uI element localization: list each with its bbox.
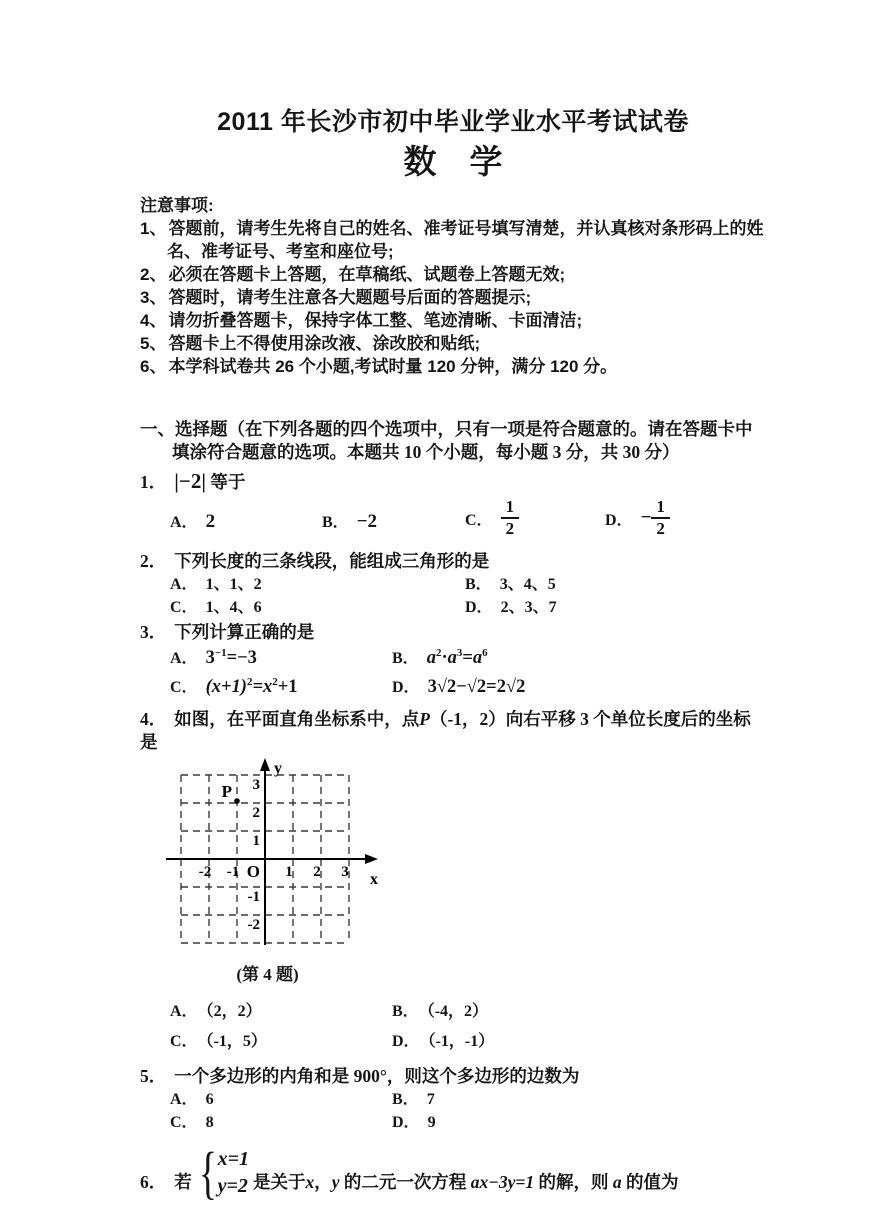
question-text: 个单位长度后的坐标是 xyxy=(140,709,751,752)
question-text: 等于 xyxy=(210,472,246,492)
option-label: D． xyxy=(392,1033,420,1050)
option-c xyxy=(170,673,392,702)
option-d xyxy=(392,1027,766,1057)
x-axis-arrow-icon xyxy=(365,854,378,864)
option-label: C． xyxy=(170,1114,198,1131)
option-c xyxy=(170,596,465,619)
y-tick-labels xyxy=(248,777,261,933)
notice-number: 4、 xyxy=(140,311,167,330)
exponent: 2 xyxy=(246,675,253,688)
x-tick: -2 xyxy=(198,864,212,880)
graph-figure xyxy=(150,758,390,987)
fraction xyxy=(651,497,670,538)
graph-caption: (第 4 题) xyxy=(236,965,299,984)
notice-item-2 xyxy=(140,263,766,286)
notices-heading: 注意事项: xyxy=(140,196,214,215)
option-label: D． xyxy=(392,1114,420,1131)
exponent: −1 xyxy=(214,646,227,659)
fraction-denominator: 2 xyxy=(505,519,515,538)
y-axis-label: y xyxy=(274,760,282,777)
section-1-heading: 一、选择题（在下列各题的四个选项中，只有一项是符合题意的。请在答题卡中填涂符合题意的选项。本题共 10 个小题，每小题 3 分，共 30 分） xyxy=(140,419,753,462)
option-label: B． xyxy=(392,1091,419,1108)
option-label: C． xyxy=(170,1033,198,1050)
option-b xyxy=(465,573,766,596)
dot-operator: · xyxy=(441,648,448,668)
option-c xyxy=(465,497,605,538)
x-axis-label: x xyxy=(370,871,378,888)
option-value: 2 xyxy=(205,511,216,532)
question-number: 4． xyxy=(140,709,167,729)
option-value: 8 xyxy=(205,1114,214,1131)
formula xyxy=(427,648,488,668)
question-number: 1． xyxy=(140,472,167,492)
option-value: （-1，-1） xyxy=(427,1033,495,1050)
notice-text: 答题前，请考生先将自己的姓名、准考证号填写清楚，并认真核对条形码上的姓名、准考证号、考室和座位号; xyxy=(167,219,764,261)
option-label: D． xyxy=(465,599,493,616)
minus-sign: − xyxy=(640,507,652,528)
option-label: A． xyxy=(170,1091,198,1108)
expression: =x xyxy=(252,677,273,697)
option-a xyxy=(170,509,322,533)
exponent: 6 xyxy=(482,646,488,659)
question-number: 6． xyxy=(140,1172,167,1192)
x-tick: 1 xyxy=(285,864,293,880)
notice-text: 请勿折叠答题卡，保持字体工整、笔迹清晰、卡面清洁; xyxy=(168,311,583,330)
fraction xyxy=(501,497,520,538)
notice-number: 3、 xyxy=(140,288,167,307)
question-4-options xyxy=(170,997,766,1057)
notice-text: 答题时，请考生注意各大题题号后面的答题提示; xyxy=(168,288,532,307)
point-name: P xyxy=(419,709,430,729)
expression: +1 xyxy=(277,677,298,697)
point-p xyxy=(234,798,240,804)
question-text: （-1，2）向右平移 xyxy=(429,709,576,729)
notice-number: 5、 xyxy=(140,334,167,353)
variable: y xyxy=(331,1172,340,1192)
exam-title: 2011 年长沙市初中毕业学业水平考试试卷 xyxy=(217,108,689,136)
coordinate-grid xyxy=(150,758,385,958)
origin-label: O xyxy=(246,862,260,881)
exponent: 2 xyxy=(435,646,442,659)
x-tick: 3 xyxy=(341,864,349,880)
option-label: B． xyxy=(465,576,492,593)
text: ， xyxy=(314,1172,332,1192)
question-text: 一个多边形的内角和是 900°，则这个多边形的边数为 xyxy=(174,1066,580,1086)
x-tick: 2 xyxy=(313,864,321,880)
notices-section xyxy=(140,194,766,378)
option-value: 1、1、2 xyxy=(205,576,262,593)
option-value: （2，2） xyxy=(205,1003,262,1020)
option-d xyxy=(392,1111,766,1134)
option-value: 2、3、7 xyxy=(500,599,557,616)
x-tick-labels xyxy=(199,864,349,880)
question-6 xyxy=(140,1140,766,1205)
option-b xyxy=(392,1088,766,1111)
option-d xyxy=(605,497,766,538)
question-5-options xyxy=(170,1088,766,1134)
notice-text: 答题卡上不得使用涂改液、涂改胶和贴纸; xyxy=(168,334,481,353)
notice-text: 本学科试卷共 26 个小题,考试时量 120 分钟，满分 120 分。 xyxy=(168,357,618,376)
option-label: C． xyxy=(170,599,198,616)
notice-number: 6、 xyxy=(140,357,167,376)
point-p-label: P xyxy=(221,782,232,801)
brace-symbol: { xyxy=(198,1140,217,1205)
question-number: 5． xyxy=(140,1066,167,1086)
option-label: A． xyxy=(170,650,198,667)
y-tick: 2 xyxy=(252,805,260,821)
axes xyxy=(166,768,368,945)
text: 的值为 xyxy=(621,1172,679,1192)
option-label: B． xyxy=(392,650,419,667)
rest: =−3 xyxy=(226,648,257,668)
question-number: 3． xyxy=(140,622,167,642)
text: 的解，则 xyxy=(534,1172,613,1192)
base: a xyxy=(426,648,436,668)
option-label: A． xyxy=(170,1003,198,1020)
option-label: C． xyxy=(465,511,493,529)
variable: x xyxy=(305,1172,315,1192)
base: 3 xyxy=(205,648,215,668)
notice-item-3 xyxy=(140,286,766,309)
option-b xyxy=(322,509,465,533)
option-value: （-1，5） xyxy=(205,1033,267,1050)
variable: a xyxy=(612,1172,622,1192)
option-label: D． xyxy=(605,511,633,529)
option-label: B． xyxy=(322,514,349,531)
option-value: 7 xyxy=(426,1091,435,1108)
option-a xyxy=(170,1088,392,1111)
question-1-options xyxy=(170,494,766,548)
question-2-options xyxy=(170,573,766,619)
question-text: 下列计算正确的是 xyxy=(174,622,315,642)
abs-value-expression: |−2| xyxy=(174,469,206,493)
text: 是关于 xyxy=(253,1172,306,1192)
page-content xyxy=(140,0,766,1205)
equation-line: x=1 xyxy=(217,1148,249,1170)
equals: = xyxy=(462,648,473,668)
option-value: （-4，2） xyxy=(426,1003,489,1020)
notice-item-5 xyxy=(140,332,766,355)
formula xyxy=(206,677,298,697)
notice-text: 必须在答题卡上答题，在草稿纸、试题卷上答题无效; xyxy=(168,265,566,284)
y-tick: 1 xyxy=(252,833,260,849)
question-5 xyxy=(140,1065,766,1088)
question-text: 若 xyxy=(174,1172,192,1192)
option-c xyxy=(170,1027,392,1057)
option-value: 6 xyxy=(205,1091,214,1108)
y-axis-arrow-icon xyxy=(260,758,270,771)
option-c xyxy=(170,1111,392,1134)
option-d xyxy=(392,673,766,702)
fraction-denominator: 2 xyxy=(656,519,665,538)
equation: ax−3y=1 xyxy=(470,1172,535,1192)
option-label: A． xyxy=(170,514,198,531)
question-text xyxy=(253,1169,679,1200)
base: a xyxy=(447,648,457,668)
option-label: C． xyxy=(170,679,198,696)
question-text: 如图，在平面直角坐标系中，点 xyxy=(174,709,420,729)
y-tick: -1 xyxy=(247,889,260,905)
equation-system xyxy=(194,1140,249,1205)
option-b xyxy=(392,997,766,1027)
formula: 3√2−√2=2√2 xyxy=(427,677,526,697)
option-value: 9 xyxy=(427,1114,436,1131)
notice-item-1 xyxy=(140,217,766,263)
formula xyxy=(206,648,257,668)
base: a xyxy=(472,648,483,668)
option-label: D． xyxy=(392,679,420,696)
question-3 xyxy=(140,621,766,644)
option-value: −2 xyxy=(356,511,378,532)
system-lines xyxy=(218,1146,249,1200)
y-tick: 3 xyxy=(252,777,260,793)
question-3-options xyxy=(170,644,766,702)
option-label: A． xyxy=(170,576,198,593)
expression: (x+1) xyxy=(205,677,247,697)
option-d xyxy=(465,596,766,619)
fraction-numerator: 1 xyxy=(651,497,670,519)
exponent: 2 xyxy=(272,675,278,688)
fraction-numerator: 1 xyxy=(501,497,520,519)
question-4 xyxy=(140,708,766,754)
notice-number: 2、 xyxy=(140,265,167,284)
option-label: B． xyxy=(392,1003,419,1020)
number: 3 xyxy=(580,709,589,729)
exam-subject: 数 学 xyxy=(403,143,503,180)
option-b xyxy=(392,644,766,673)
option-a xyxy=(170,644,392,673)
question-2 xyxy=(140,550,766,573)
x-tick: -1 xyxy=(226,864,240,880)
question-number: 2． xyxy=(140,551,167,571)
question-text: 下列长度的三条线段，能组成三角形的是 xyxy=(174,551,490,571)
notice-item-4 xyxy=(140,309,766,332)
option-value: 3、4、5 xyxy=(499,576,556,593)
option-value: 1、4、6 xyxy=(205,599,262,616)
option-a xyxy=(170,997,392,1027)
exponent: 3 xyxy=(456,646,463,659)
notice-number: 1、 xyxy=(140,219,167,238)
notice-item-6 xyxy=(140,355,766,378)
question-1 xyxy=(140,470,766,494)
equation-line: y=2 xyxy=(217,1175,248,1197)
option-a xyxy=(170,573,465,596)
y-tick: -2 xyxy=(247,917,260,933)
text: 的二元一次方程 xyxy=(339,1172,471,1192)
